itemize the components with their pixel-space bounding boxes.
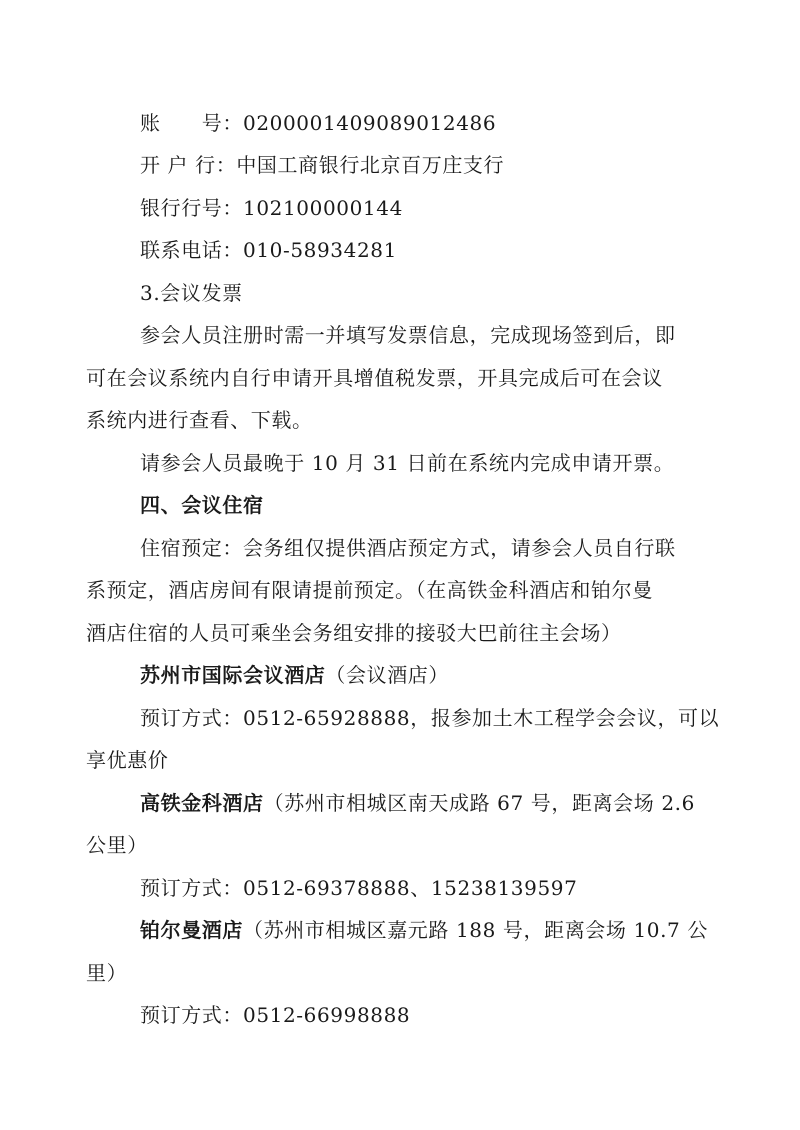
bank-account-value: 0200001409089012486: [243, 111, 497, 135]
bank-code-label: 银行行号：: [140, 196, 243, 220]
bank-branch-line: [0, 150, 800, 180]
bank-phone-line: [0, 235, 800, 265]
invoice-para1-line3: 系统内进行查看、下载。: [86, 408, 313, 432]
lodging-heading: 四、会议住宿: [140, 493, 264, 517]
hotel-3-line: [0, 915, 800, 945]
hotel-1-booking-line1: 预订方式：0512-65928888，报参加土木工程学会会议，可以: [140, 706, 720, 730]
lodging-intro-line3: 酒店住宿的人员可乘坐会务组安排的接驳大巴前往主会场）: [86, 621, 622, 645]
lodging-intro-line1: 住宿预定：会务组仅提供酒店预定方式，请参会人员自行联: [140, 536, 676, 560]
bank-code-value: 102100000144: [243, 196, 403, 220]
bank-code-line: [0, 193, 800, 223]
invoice-para1-line1: 参会人员注册时需一并填写发票信息，完成现场签到后，即: [140, 323, 676, 347]
hotel-3-booking-line1: 预订方式：0512-66998888: [140, 1003, 411, 1027]
bank-account-line: [0, 108, 800, 138]
hotel-3-note-cont: 里）: [86, 961, 128, 985]
bank-phone-label: 联系电话：: [140, 238, 243, 262]
hotel-1-line: [0, 660, 800, 690]
hotel-1-booking-line2: 享优惠价: [86, 748, 169, 772]
bank-phone-value: 010-58934281: [243, 238, 397, 262]
bank-branch-label: 开 户 行：: [140, 153, 237, 177]
hotel-2-name: 高铁金科酒店: [140, 791, 264, 815]
bank-branch-value: 中国工商银行北京百万庄支行: [236, 153, 505, 177]
invoice-para1-line2: 可在会议系统内自行申请开具增值税发票，开具完成后可在会议: [86, 366, 663, 390]
hotel-3-name: 铂尔曼酒店: [140, 918, 243, 942]
hotel-2-note-cont: 公里）: [86, 833, 148, 857]
bank-account-label: 账 号：: [140, 111, 243, 135]
hotel-2-booking-line1: 预订方式：0512-69378888、15238139597: [140, 876, 578, 900]
invoice-para2: 请参会人员最晚于 10 月 31 日前在系统内完成申请开票。: [140, 451, 675, 475]
hotel-3-note: （苏州市相城区嘉元路 188 号，距离会场 10.7 公: [243, 918, 708, 942]
hotel-1-name: 苏州市国际会议酒店: [140, 663, 326, 687]
hotel-2-line: [0, 788, 800, 818]
hotel-1-note: （会议酒店）: [325, 663, 450, 687]
hotel-2-note: （苏州市相城区南天成路 67 号，距离会场 2.6: [263, 791, 695, 815]
lodging-intro-line2: 系预定，酒店房间有限请提前预定。（在高铁金科酒店和铂尔曼: [86, 578, 653, 602]
invoice-heading: 3.会议发票: [140, 281, 243, 305]
